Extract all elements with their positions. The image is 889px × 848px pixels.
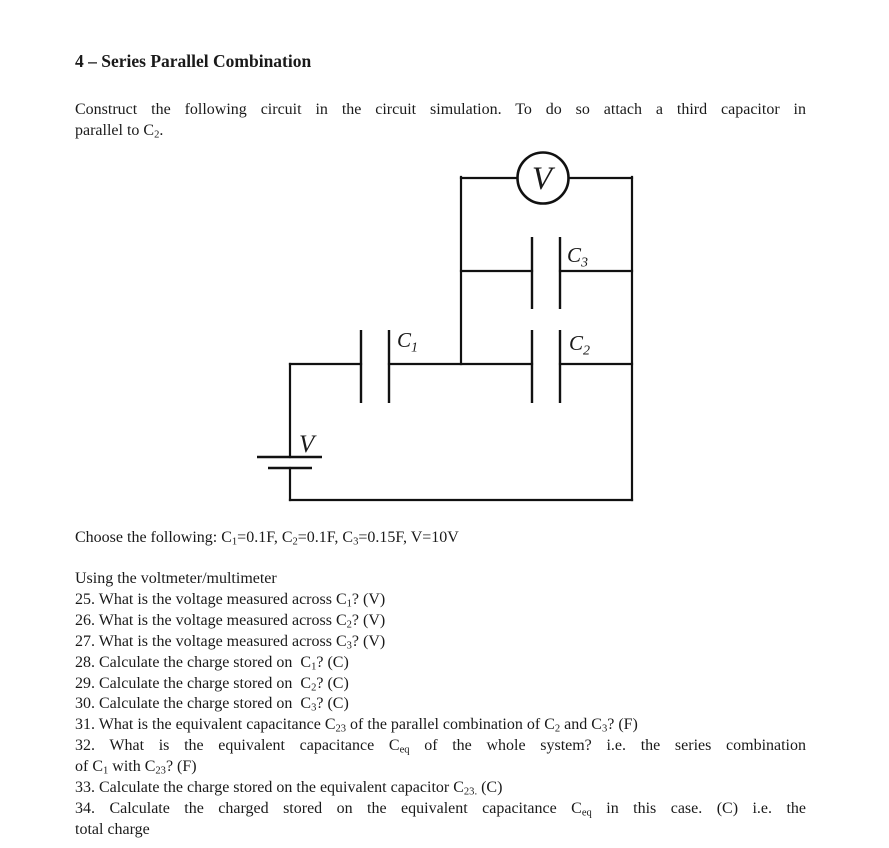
question-26: 26. What is the voltage measured across $C_2$? (V) [75, 611, 386, 631]
intro-paragraph [75, 99, 806, 141]
question-32-line-1: 32. What is the equivalent capacitance $C_{eq}$ of the whole system? i.e. the series combination [75, 737, 807, 756]
battery-label: V [299, 431, 315, 458]
capacitor-c1 [361, 330, 389, 403]
voltmeter-label: V [531, 161, 553, 197]
page-title: 4 – Series Parallel Combination [75, 51, 312, 71]
capacitor-c3-label: $C_3$ [567, 243, 589, 271]
question-34-line-2: total charge [75, 820, 150, 838]
capacitor-c2 [532, 330, 560, 403]
question-29: 29. Calculate the charge stored on $C_2$? (C) [75, 674, 349, 694]
component-values-line: Choose the following: $C_1=0.1F$, $C_2=0.1F$, $C_3=0.15F$, V=10V [75, 529, 459, 548]
question-34-line-1: 34. Calculate the charged stored on the equivalent capacitance $C_{eq}$ in this case. (C) i.e. the [75, 799, 807, 819]
capacitor-c3 [461, 237, 632, 309]
circuit-diagram [250, 140, 650, 520]
capacitor-c1-label: $C_1$ [397, 328, 419, 356]
question-27: 27. What is the voltage measured across $C_3$? (V) [75, 632, 386, 652]
question-30: 30. Calculate the charge stored on $C_3$? (C) [75, 695, 349, 715]
question-25: 25. What is the voltage measured across $C_1$? (V) [75, 590, 386, 610]
intro-line-2: parallel to $C_2$. [75, 122, 164, 141]
voltmeter-branch-wires [461, 177, 632, 500]
questions-heading: Using the voltmeter/multimeter [75, 570, 277, 587]
question-28: 28. Calculate the charge stored on $C_1$? (C) [75, 653, 349, 673]
intro-line-1: Construct the following circuit in the circuit simulation. To do so attach a third capacitor in [75, 101, 806, 118]
question-33: 33. Calculate the charge stored on the equivalent capacitor $C_{23.}$ (C) [75, 779, 503, 798]
capacitor-c2-label: $C_2$ [569, 331, 591, 359]
question-31: 31. What is the equivalent capacitance $C_{23}$ of the parallel combination of $C_2$ and $C_3$? (F) [75, 716, 638, 735]
question-32-line-2: of $C_1$ with $C_{23}$? (F) [75, 758, 197, 777]
questions-list [75, 569, 806, 841]
